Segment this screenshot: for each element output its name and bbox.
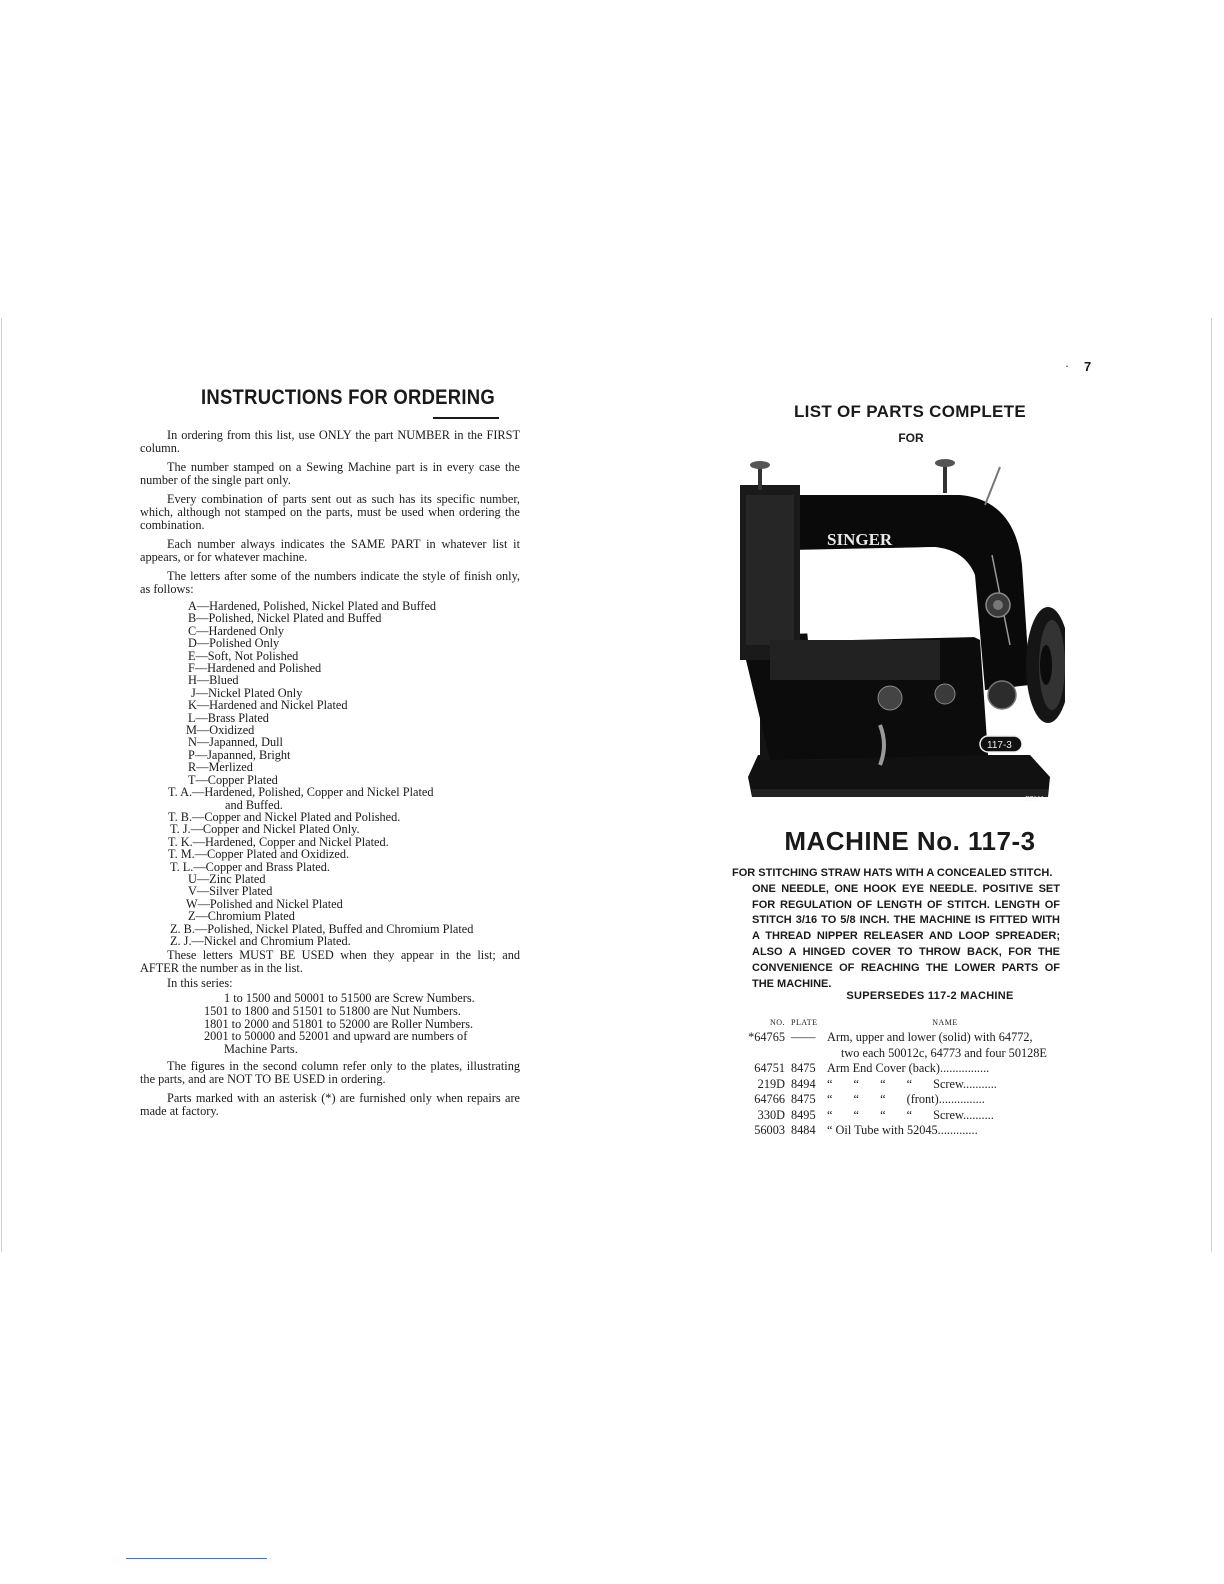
photo-caption: E764J bbox=[1025, 795, 1043, 803]
list-item: B—Polished, Nickel Plated and Buffed bbox=[188, 611, 382, 626]
list-item: Machine Parts. bbox=[224, 1041, 298, 1056]
column-header-no: NO. bbox=[769, 1018, 785, 1027]
supersedes-note: SUPERSEDES 117-2 MACHINE bbox=[846, 990, 1014, 1002]
part-name: “ “ “ “ Screw........... bbox=[827, 1076, 997, 1091]
list-item: T. K.—Hardened, Copper and Nickel Plated. bbox=[168, 834, 389, 849]
plate-number: 8495 bbox=[791, 1107, 816, 1122]
paragraph: Every combination of parts sent out as such has its specific number, which, although not stamped on the parts, must be used when ordering the combination. bbox=[140, 492, 520, 532]
part-number: *64765 bbox=[748, 1030, 785, 1044]
table-header-row bbox=[727, 1018, 1063, 1030]
part-name: “ Oil Tube with 52045............. bbox=[827, 1123, 978, 1137]
paragraph: Parts marked with an asterisk (*) are furnished only when repairs are made at factory. bbox=[140, 1091, 520, 1119]
list-item: P—Japanned, Bright bbox=[188, 747, 291, 762]
part-number: 56003 bbox=[754, 1123, 785, 1137]
parts-table bbox=[727, 1018, 1063, 1139]
list-item: T. L.—Copper and Brass Plated. bbox=[170, 859, 330, 874]
machine-description bbox=[732, 866, 1060, 992]
plate-number: 8494 bbox=[791, 1076, 816, 1091]
list-item: K—Hardened and Nickel Plated bbox=[188, 698, 348, 713]
list-item: N—Japanned, Dull bbox=[188, 735, 283, 750]
list-item: J—Nickel Plated Only bbox=[191, 685, 303, 700]
plate-number: 8475 bbox=[791, 1061, 816, 1075]
list-item: 1501 to 1800 and 51501 to 51800 are Nut Numbers. bbox=[204, 1003, 461, 1018]
list-item: H—Blued bbox=[188, 673, 239, 688]
part-name: Arm End Cover (back)................ bbox=[827, 1061, 990, 1075]
list-item: W—Polished and Nickel Plated bbox=[186, 896, 343, 911]
list-item: T. B.—Copper and Nickel Plated and Polished. bbox=[168, 809, 401, 824]
list-item: 1 to 1500 and 50001 to 51500 are Screw Numbers. bbox=[224, 991, 475, 1006]
list-item: T. J.—Copper and Nickel Plated Only. bbox=[170, 822, 360, 837]
list-item: Z. B.—Polished, Nickel Plated, Buffed and Chromium Plated bbox=[170, 921, 474, 936]
series-list bbox=[140, 992, 520, 1055]
singer-logo: SINGER bbox=[827, 530, 893, 549]
column-header-plate: PLATE bbox=[791, 1018, 818, 1027]
finish-list bbox=[140, 600, 520, 947]
part-name-line: two each 50012c, 64773 and four 50128E bbox=[841, 1045, 1047, 1060]
title-rule bbox=[433, 417, 499, 419]
plate-number: 8484 bbox=[791, 1123, 816, 1137]
right-margin-line bbox=[1211, 318, 1212, 1252]
part-number: 219D bbox=[757, 1076, 785, 1091]
machine-photo bbox=[730, 455, 1065, 805]
list-title: LIST OF PARTS COMPLETE bbox=[793, 402, 1026, 421]
plate-number: —— bbox=[791, 1030, 816, 1044]
list-item: E—Soft, Not Polished bbox=[188, 648, 299, 663]
left-page bbox=[140, 370, 520, 1124]
list-item: T. A.—Hardened, Polished, Copper and Nickel Plated bbox=[168, 785, 434, 800]
description-text: ONE NEEDLE, ONE HOOK EYE NEEDLE. POSITIVE SET FOR REGULATION OF LENGTH OF STITCH. LENGTH OF STITCH 3/16 TO 5/8 INCH. THE MACHINE IS FITTED WITH A THREAD NIPPER RELEASER AND LOOP SPREADER; ALSO A HINGED COVER TO THROW BACK, FOR THE CONVENIENCE OF REACHING THE LOWER PARTS OF THE MACHINE. bbox=[752, 882, 1060, 990]
bottom-link-line bbox=[126, 1558, 267, 1559]
part-number: 64751 bbox=[754, 1061, 785, 1075]
table-row bbox=[727, 1092, 1063, 1108]
model-badge: 117-3 bbox=[987, 740, 1012, 751]
list-item: D—Polished Only bbox=[188, 636, 280, 651]
paragraph: The number stamped on a Sewing Machine part is in every case the number of the single part only. bbox=[140, 460, 520, 487]
part-name: “ “ “ “ Screw.......... bbox=[827, 1107, 994, 1122]
plate-number: 8475 bbox=[791, 1092, 816, 1106]
table-row bbox=[727, 1108, 1063, 1124]
series-intro: In this series: bbox=[167, 976, 233, 991]
page-number: 7 bbox=[1084, 359, 1092, 374]
table-row bbox=[727, 1123, 1063, 1139]
paragraph: The letters after some of the numbers indicate the style of finish only, as follows: bbox=[140, 569, 520, 596]
part-name: “ “ “ (front)............... bbox=[827, 1092, 985, 1106]
table-row bbox=[727, 1030, 1063, 1061]
part-name bbox=[827, 1030, 1063, 1061]
paragraph: These letters MUST BE USED when they appear in the list; and AFTER the number as in the list. bbox=[140, 948, 520, 976]
list-item: A—Hardened, Polished, Nickel Plated and Buffed bbox=[188, 599, 437, 613]
paragraph: The figures in the second column refer only to the plates, illustrating the parts, and are NOT TO BE USED in ordering. bbox=[140, 1059, 520, 1087]
description-line: FOR STITCHING STRAW HATS WITH A CONCEALED STITCH. bbox=[732, 867, 1053, 879]
page-title: INSTRUCTIONS FOR ORDERING bbox=[200, 386, 496, 409]
table-row bbox=[727, 1061, 1063, 1077]
part-number: 64766 bbox=[754, 1092, 785, 1106]
paragraph: Each number always indicates the SAME PART in whatever list it appears, or for whatever machine. bbox=[140, 537, 520, 564]
list-item: C—Hardened Only bbox=[188, 623, 284, 638]
list-item: V—Silver Plated bbox=[188, 884, 273, 899]
list-item: U—Zinc Plated bbox=[188, 871, 266, 886]
part-number: 330D bbox=[757, 1107, 785, 1122]
paragraph: In ordering from this list, use ONLY the part NUMBER in the FIRST column. bbox=[140, 428, 520, 455]
list-item: L—Brass Plated bbox=[188, 710, 269, 725]
part-name-line: Arm, upper and lower (solid) with 64772, bbox=[827, 1030, 1033, 1044]
list-item: F—Hardened and Polished bbox=[188, 661, 322, 676]
left-margin-line bbox=[1, 318, 2, 1252]
list-item: 1801 to 2000 and 51801 to 52000 are Roller Numbers. bbox=[204, 1016, 474, 1031]
list-item: and Buffed. bbox=[225, 797, 283, 812]
for-label: FOR bbox=[898, 431, 924, 445]
list-item: T—Copper Plated bbox=[188, 772, 278, 787]
page-mark: · bbox=[1065, 359, 1069, 373]
list-item: 2001 to 50000 and 52001 and upward are numbers of bbox=[204, 1029, 468, 1044]
list-item: Z. J.—Nickel and Chromium Plated. bbox=[170, 933, 351, 948]
list-item: T. M.—Copper Plated and Oxidized. bbox=[168, 847, 350, 862]
column-header-name: NAME bbox=[932, 1018, 958, 1027]
list-item: Z—Chromium Plated bbox=[188, 909, 295, 924]
list-item: M—Oxidized bbox=[186, 723, 255, 738]
list-item: R—Merlized bbox=[188, 760, 253, 775]
machine-number: MACHINE No. 117-3 bbox=[784, 826, 1036, 856]
table-row bbox=[727, 1077, 1063, 1093]
